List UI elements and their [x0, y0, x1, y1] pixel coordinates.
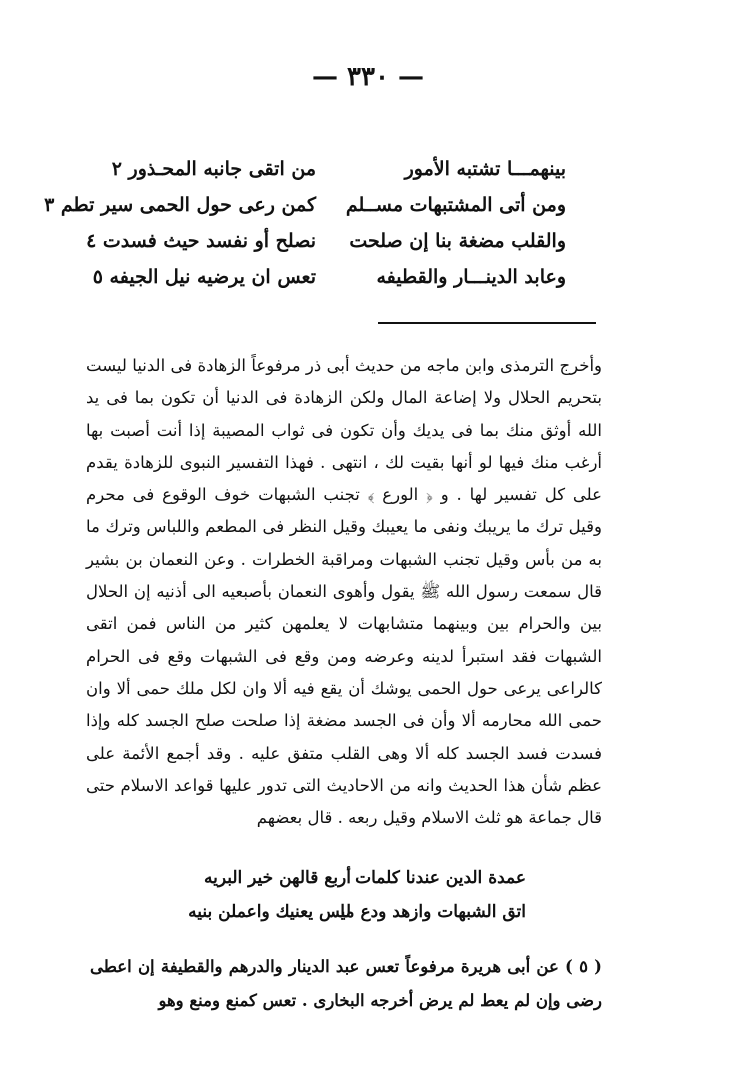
- verse-second-hemistich: [93, 266, 316, 288]
- verse-first-hemistich: والقلب مضغة بنا إن صلحت: [349, 230, 566, 252]
- verse-text: نصلح أو نفسد حيث فسدت: [102, 230, 316, 252]
- verse-number: ٥: [92, 266, 103, 288]
- closing-verse: [0, 864, 736, 900]
- poem-verse: [0, 154, 736, 190]
- section-divider: [378, 322, 596, 324]
- closing-verse-first: اتق الشبهات وازهد ودع ما: [340, 902, 526, 922]
- closing-verse-second: أربع قالهن خير البريه: [203, 868, 351, 888]
- verse-second-hemistich: [44, 194, 316, 216]
- verse-first-hemistich: ومن أتى المشتبهات مســلم: [345, 194, 566, 216]
- poem-verse: [0, 262, 736, 298]
- closing-verse-second: ليس يعنيك واعملن بنيه: [188, 902, 351, 922]
- verse-text: تعس ان يرضيه نيل الجيفه: [109, 266, 316, 288]
- verse-first-hemistich: بينهمـــا تشتبه الأمور: [404, 158, 566, 180]
- verse-second-hemistich: [112, 158, 316, 180]
- verse-first-hemistich: وعابد الدينـــار والقطيفه: [376, 266, 566, 288]
- poem-verse: [0, 190, 736, 226]
- closing-verse: [0, 898, 736, 934]
- verse-number: ٢: [111, 158, 122, 180]
- closing-verse-first: عمدة الدين عندنا كلمات: [355, 868, 526, 888]
- verse-text: من اتقى جانبه المحـذور: [128, 158, 316, 180]
- poem-verse: [0, 226, 736, 262]
- verse-number: ٣: [44, 194, 55, 216]
- verse-number: ٤: [86, 230, 97, 252]
- verse-second-hemistich: [86, 230, 316, 252]
- body-text: وأخرج الترمذى وابن ماجه من حديث أبى ذر مرفوعاً الزهادة فى الدنيا ليست بتحريم الحلال ولا إضاعة المال ولكن الزهادة فى الدنيا أن تكون بما فى يد الله أوثق منك بما فى يديك وأن تكون فى ثواب المصيبة إذا أنت أصبت بها أرغب منك فيها لو أنها بقيت لك ، انتهى . فهذا التفسير النبوى للزهادة يقدم على كل تفسير لها . و ﴿ الورع ﴾ تجنب الشبهات خوف الوقوع فى محرم وقيل ترك ما يريبك ونفى ما يعيبك وقيل النظر فى المطعم واللباس وترك ما به من بأس وقيل تجنب الشبهات ومراقبة الخطرات . وعن النعمان بن بشير قال سمعت رسول الله ﷺ يقول وأهوى النعمان بأصبعيه الى أذنيه إن الحلال بين والحرام بين وبينهما متشابهات لا يعلمهن كثير من الناس فمن اتقى الشبهات فقد استبرأ لدينه وعرضه ومن وقع فى الشبهات وقع فى الحرام كالراعى يرعى حول الحمى يوشك أن يقع فيه ألا وان لكل ملك حمى ألا وان حمى الله محارمه ألا وأن فى الجسد مضغة إذا صلحت صلح الجسد كله وإذا فسدت فسد الجسد كله ألا وهى القلب متفق عليه . وقد أجمع الأئمة على عظم شأن هذا الحديث وانه من الاحاديث التى تدور عليها قواعد الاسلام حتى قال جماعة هو ثلث الاسلام وقيل ربعه . قال بعضهم: [86, 356, 602, 828]
- verse-text: كمن رعى حول الحمى سير تطم: [60, 194, 316, 216]
- footnote: ( ٥ ) عن أبى هريرة مرفوعاً تعس عبد الدينار والدرهم والقطيفة إن اعطى رضى وإن لم يعط لم يرض أخرجه البخارى . تعس كمنع ومنع وهو: [90, 957, 602, 1010]
- page-number: — ٣٣٠ —: [311, 62, 425, 92]
